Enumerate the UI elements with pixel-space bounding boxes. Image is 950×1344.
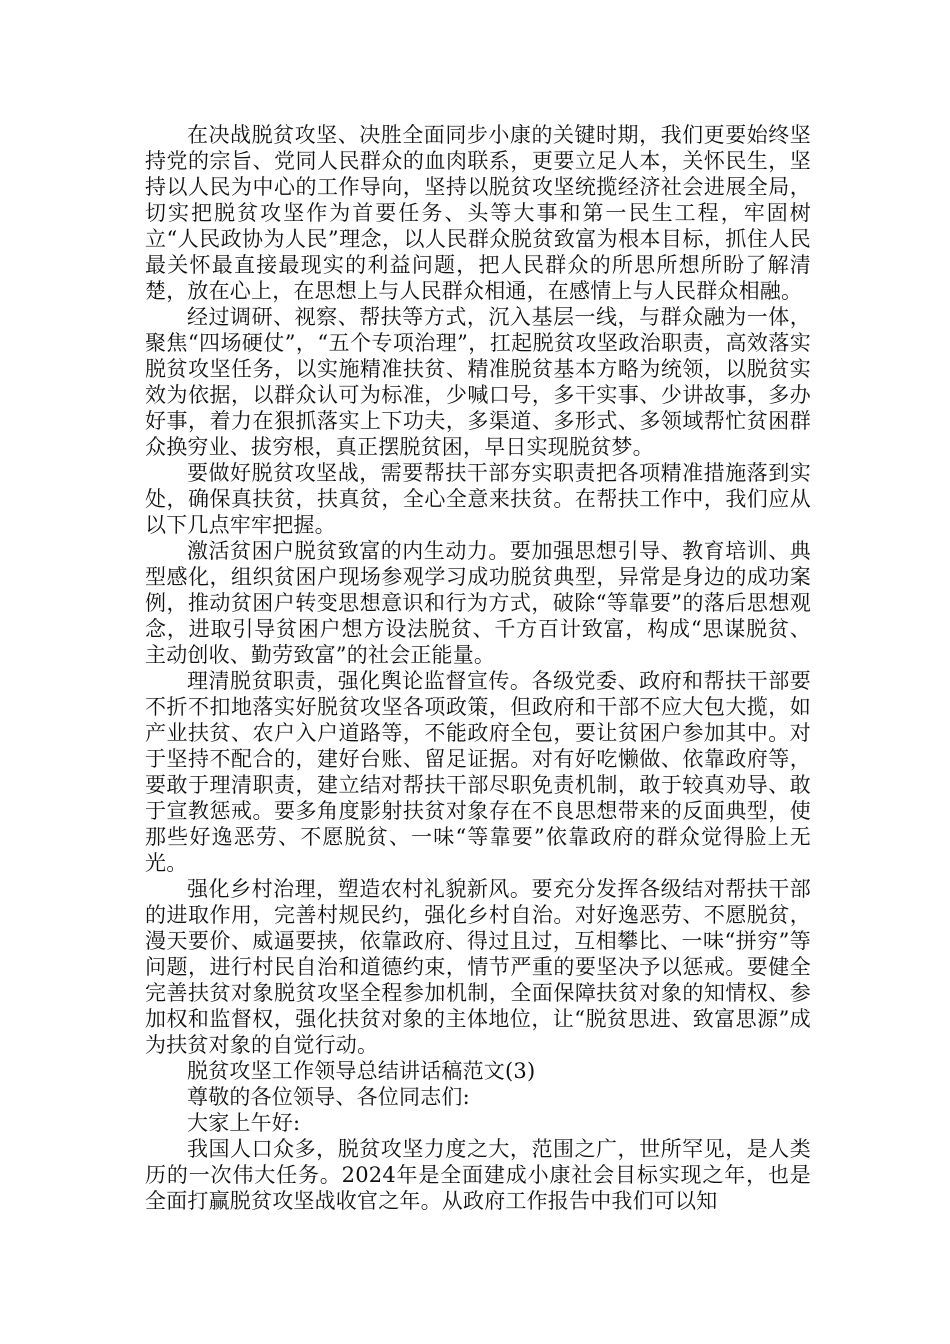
paragraph-responsibility: 要做好脱贫攻坚战，需要帮扶干部夯实职责把各项精准措施落到实处，确保真扶贫，扶真贫，全心全意来扶贫。在帮扶工作中，我们应从以下几点牢牢把握。	[145, 461, 811, 537]
paragraph-motivation: 激活贫困户脱贫致富的内生动力。要加强思想引导、教育培训、典型感化，组织贫困户现场参观学习成功脱贫典型，异常是身边的成功案例，推动贫困户转变思想意识和行为方式，破除“等靠要”的落后思想观念，进取引导贫困户想方设法脱贫、千方百计致富，构成“思谋脱贫、主动创收、勤劳致富”的社会正能量。	[145, 539, 811, 667]
paragraph-governance: 强化乡村治理，塑造农村礼貌新风。要充分发挥各级结对帮扶干部的进取作用，完善村规民约，强化乡村自治。对好逸恶劳、不愿脱贫，漫天要价、威逼要挟，依靠政府、得过且过，互相攀比、一味“拼穷”等问题，进行村民自治和道德约束，情节严重的要坚决予以惩戒。要健全完善扶贫对象脱贫攻坚全程参加机制，全面保障扶贫对象的知情权、参加权和监督权，强化扶贫对象的主体地位，让“脱贫思进、致富思源”成为扶贫对象的自觉行动。	[145, 877, 811, 1057]
paragraph-opening: 我国人口众多，脱贫攻坚力度之大，范围之广，世所罕见，是人类历的一次伟大任务。2024年是全面建成小康社会目标实现之年，也是全面打赢脱贫攻坚战收官之年。从政府工作报告中我们可以知	[145, 1137, 811, 1213]
greeting: 大家上午好:	[187, 1111, 301, 1135]
paragraph-duties: 理清脱贫职责，强化舆论监督宣传。各级党委、政府和帮扶干部要不折不扣地落实好脱贫攻坚各项政策，但政府和干部不应大包大揽，如产业扶贫、农户入户道路等，不能政府全包，要让贫困户参加其中。对于坚持不配合的，建好台账、留足证据。对有好吃懒做、依靠政府等，要敢于理清职责，建立结对帮扶干部尽职免责机制，敢于较真劝导、敢于宣教惩戒。要多角度影射扶贫对象存在不良思想带来的反面典型，使那些好逸恶劳、不愿脱贫、一味“等靠要”依靠政府的群众觉得脸上无光。	[145, 669, 811, 875]
paragraph-grassroots: 经过调研、视察、帮扶等方式，沉入基层一线，与群众融为一体，聚焦“四场硬仗”，“五个专项治理”，扛起脱贫攻坚政治职责，高效落实脱贫攻坚任务，以实施精准扶贫、精准脱贫基本方略为统领，以脱贫实效为依据，以群众认可为标准，少喊口号，多干实事、少讲故事，多办好事，着力在狠抓落实上下功夫，多渠道、多形式、多领域帮忙贫困群众换穷业、拔穷根，真正摆脱贫困，早日实现脱贫梦。	[145, 305, 811, 459]
document-page	[145, 122, 811, 1214]
paragraph-commitment: 在决战脱贫攻坚、决胜全面同步小康的关键时期，我们更要始终坚持党的宗旨、党同人民群众的血肉联系，更要立足人本，关怀民生，坚持以人民为中心的工作导向，坚持以脱贫攻坚统揽经济社会进展全局，切实把脱贫攻坚作为首要任务、头等大事和第一民生工程，牢固树立“人民政协为人民”理念，以人民群众脱贫致富为根本目标，抓住人民最关怀最直接最现实的利益问题，把人民群众的所思所想所盼了解清楚，放在心上，在思想上与人民群众相通，在感情上与人民群众相融。	[145, 123, 811, 303]
salutation: 尊敬的各位领导、各位同志们:	[187, 1085, 470, 1109]
section-title: 脱贫攻坚工作领导总结讲话稿范文(3)	[187, 1059, 536, 1083]
